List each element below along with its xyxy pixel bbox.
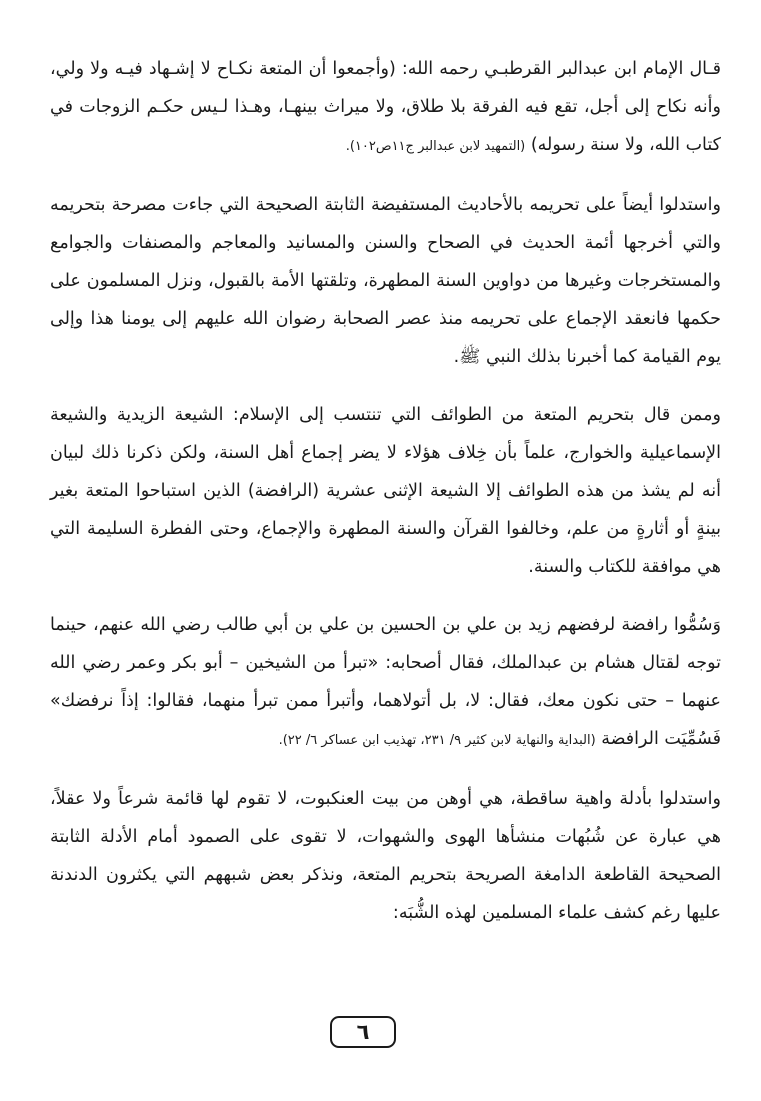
paragraph-1 [50, 50, 721, 166]
paragraph-3 [50, 396, 721, 586]
paragraph-3-text: وممن قال بتحريم المتعة من الطوائف التي تنتسب إلى الإسلام: الشيعة الزيدية والشيعة الإسماعيلية والخوارج، علماً بأن خِلاف هؤلاء لا يضر إجماع أهل السنة، ولكن ذكرنا ذلك لبيان أنه لم يشذ من هذه الطوائف إلا الشيعة الإثنى عشرية (الرافضة) الذين استباحوا المتعة بغير بينةٍ أو أثارةٍ من علم، وخالفوا القرآن والسنة المطهرة والإجماع، وحتى الفطرة السليمة التي هي موافقة للكتاب والسنة. [50, 405, 721, 577]
page-number [330, 1016, 396, 1048]
paragraph-4-text: وَسُمُّوا رافضة لرفضهم زيد بن علي بن الحسين بن علي بن أبي طالب رضي الله عنهم، حينما توجه لقتال هشام بن عبدالملك، فقال أصحابه: «تبرأ من الشيخين – أبو بكر وعمر رضي الله عنهما – حتى نكون معك، فقال: لا، بل أتولاهما، وأتبرأ ممن تبرأ منهما، فقالوا: إذاً نرفضك» فَسُمِّيَت الرافضة [50, 615, 721, 749]
paragraph-1-citation: (التمهيد لابن عبدالبر ج١١ص١٠٢). [345, 139, 526, 154]
paragraph-5 [50, 780, 721, 932]
paragraph-4-citation: (البداية والنهاية لابن كثير ٩/ ٢٣١، تهذيب ابن عساكر ٦/ ٢٢). [278, 733, 596, 748]
document-body [50, 50, 721, 952]
paragraph-2-text: واستدلوا أيضاً على تحريمه بالأحاديث المستفيضة الثابتة الصحيحة التي جاءت مصرحة بتحريمه والتي أخرجها أئمة الحديث في الصحاح والسنن والمسانيد والمعاجم والمصنفات والجوامع والمستخرجات وغيرها من دواوين السنة المطهرة، وتلقتها الأمة بالقبول، ونزل المسلمون على حكمها فانعقد الإجماع على تحريمه منذ عصر الصحابة رضوان الله عليهم إلى يومنا هذا وإلى يوم القيامة كما أخبرنا بذلك النبي ﷺ. [50, 195, 721, 367]
paragraph-1-text: قـال الإمام ابن عبدالبر القرطبـي رحمه الله: (وأجمعوا أن المتعة نكـاح لا إشـهاد فيـه ولا ولي، وأنه نكاح إلى أجل، تقع فيه الفرقة بلا طلاق، ولا ميراث بينهـا، وهـذا لـيس حكـم الزوجات في كتاب الله، ولا سنة رسوله) [50, 59, 721, 155]
paragraph-4 [50, 606, 721, 760]
page-number-label: ٦ [356, 1020, 370, 1044]
paragraph-2 [50, 186, 721, 376]
paragraph-5-text: واستدلوا بأدلة واهية ساقطة، هي أوهن من بيت العنكبوت، لا تقوم لها قائمة شرعاً ولا عقلاً، هي عبارة عن شُبُهات منشأها الهوى والشهوات، لا تقوى على الصمود أمام الأدلة الثابتة الصحيحة القاطعة الدامغة الصريحة بتحريم المتعة، ونذكر بعض شبههم التي يكثرون الدندنة عليها رغم كشف علماء المسلمين لهذه الشُّبَه: [50, 789, 721, 923]
